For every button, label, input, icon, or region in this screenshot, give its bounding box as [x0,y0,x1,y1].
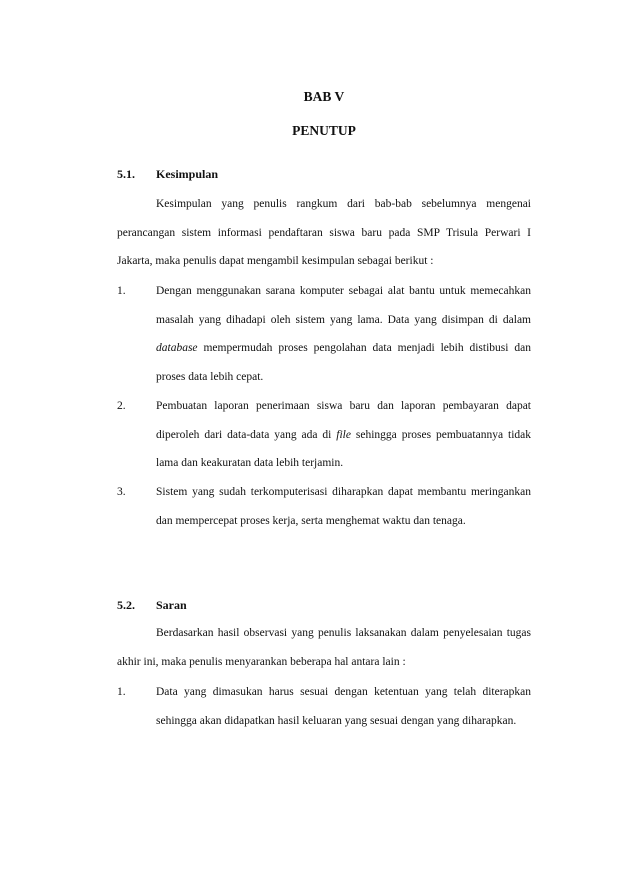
section-title: Kesimpulan [156,167,219,181]
chapter-number: BAB V [303,89,345,104]
chapter-title: PENUTUP [292,123,356,138]
section-heading-kesimpulan [117,167,218,182]
list-item-text: Sistem yang sudah terkomputerisasi diharapkan dapat membantu meringankan dan mempercepat proses kerja, serta menghemat waktu dan tenaga. [156,486,531,527]
paragraph-kesimpulan: Kesimpulan yang penulis rangkum dari bab-bab sebelumnya mengenai perancangan sistem informasi pendaftaran siswa baru pada SMP Trisula Perwari I Jakarta, maka penulis dapat mengambil kesimpulan sebagai berikut : [117,198,531,268]
list-item [117,478,531,535]
list-item [117,678,531,735]
list-item [117,392,531,478]
list-item [117,277,531,392]
list-item-text: Dengan menggunakan sarana komputer sebagai alat bantu untuk memecahkan masalah yang dihadapi oleh sistem yang lama. Data yang disimpan di dalam database mempermudah proses pengolahan data menjadi lebih distibusi dan proses data lebih cepat. [156,285,531,384]
section-number: 5.1. [117,167,135,181]
list-item-text: Pembuatan laporan penerimaan siswa baru dan laporan pembayaran dapat diperoleh dari data-data yang ada di file sehingga proses pembuatannya tidak lama dan keakuratan data lebih terjamin. [156,400,531,470]
section-heading-saran [117,598,187,613]
section-number: 5.2. [117,598,135,612]
list-item-number: 1. [117,285,126,297]
list-item-number: 1. [117,686,126,698]
list-item-number: 3. [117,486,126,498]
list-item-text: Data yang dimasukan harus sesuai dengan ketentuan yang telah diterapkan sehingga akan didapatkan hasil keluaran yang sesuai dengan yang diharapkan. [156,686,531,727]
section-title: Saran [156,598,187,612]
list-item-number: 2. [117,400,126,412]
paragraph-saran: Berdasarkan hasil observasi yang penulis laksanakan dalam penyelesaian tugas akhir ini, maka penulis menyarankan beberapa hal antara lain : [117,627,531,668]
